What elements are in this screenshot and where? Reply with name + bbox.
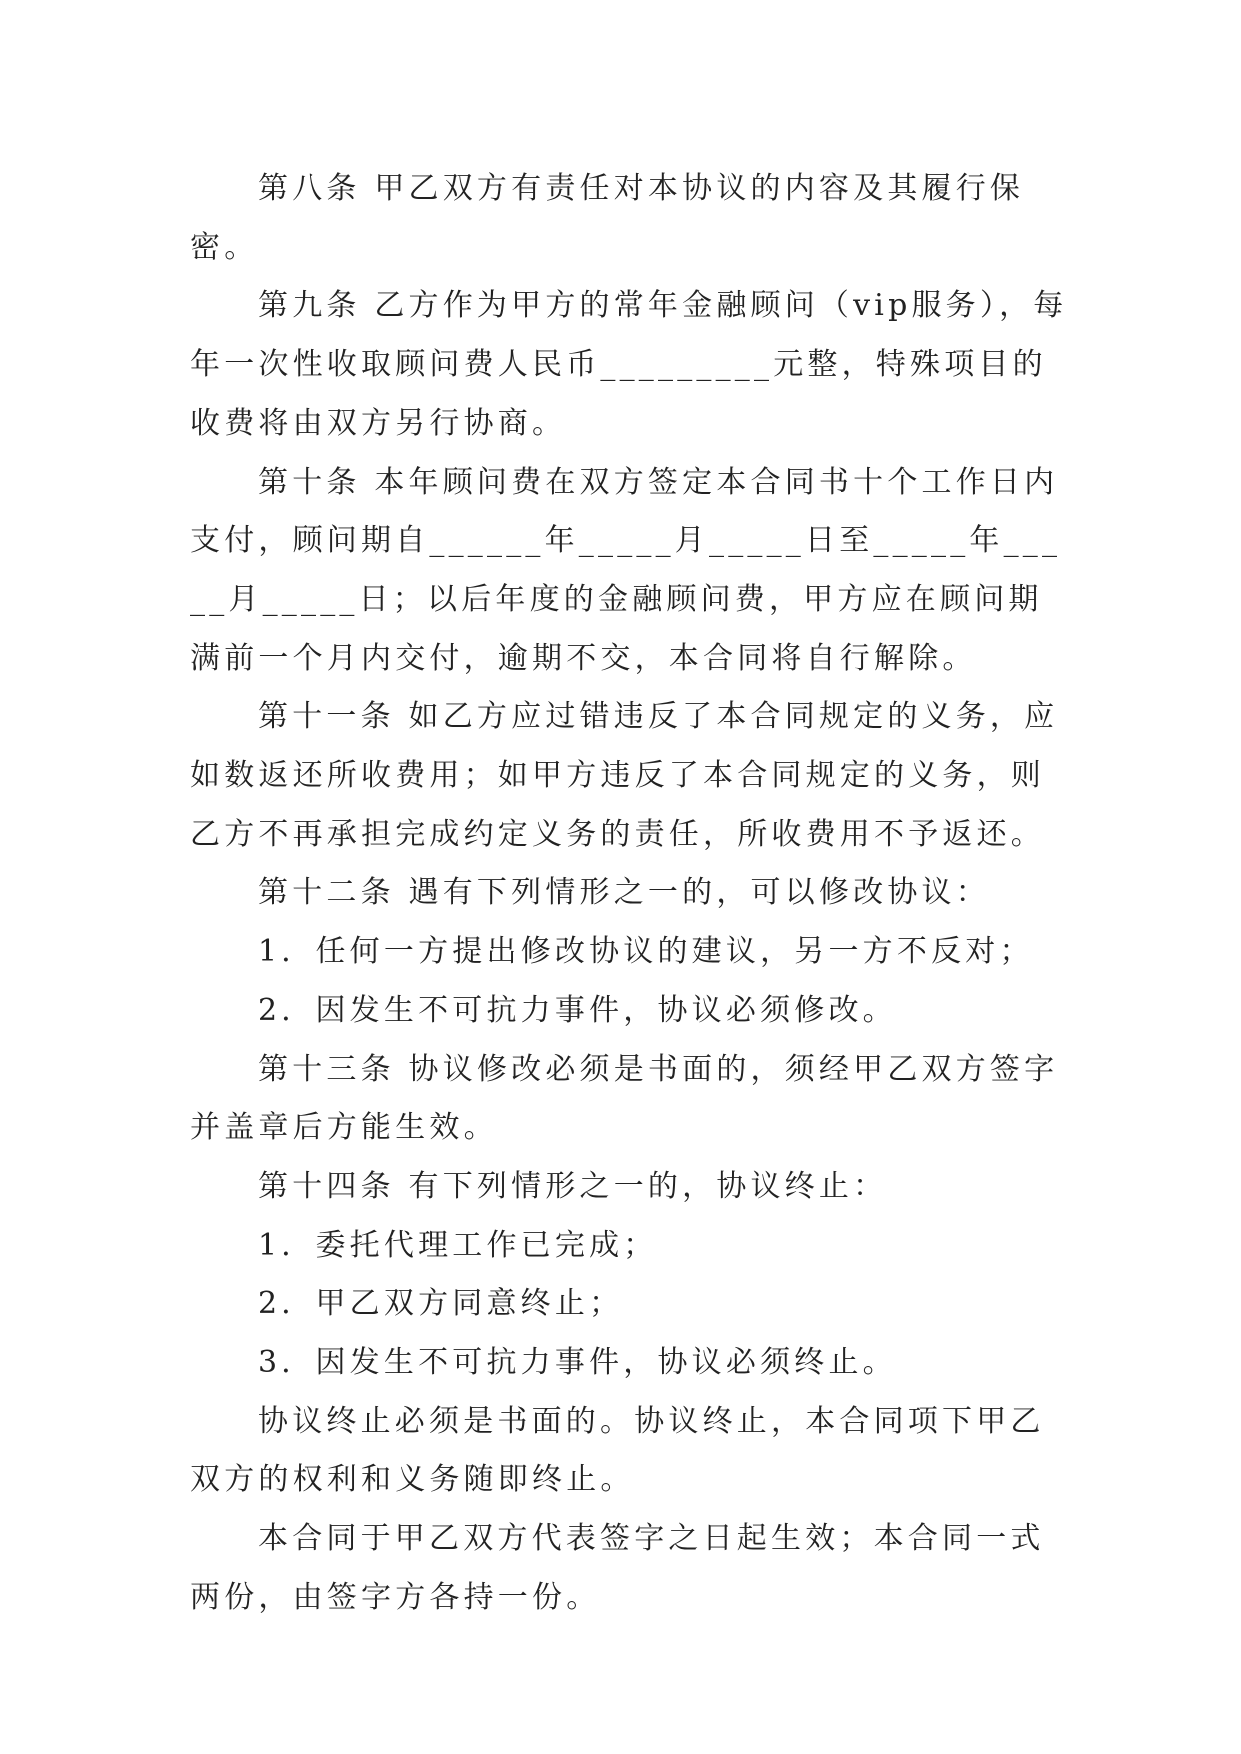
article-14-item-2: 2．甲乙双方同意终止；: [258, 1286, 624, 1322]
article-9: 第九条 乙方作为甲方的常年金融顾问（vip服务），每年一次性收取顾问费人民币_________元整，特殊项目的收费将由双方另行协商。: [190, 288, 1068, 441]
article-12-item-1: 1．任何一方提出修改协议的建议，另一方不反对；: [258, 934, 1034, 970]
contract-text: [190, 160, 1070, 1628]
effectiveness-paragraph: 本合同于甲乙双方代表签字之日起生效；本合同一式两份，由签字方各持一份。: [190, 1521, 1045, 1615]
article-10: 第十条 本年顾问费在双方签定本合同书十个工作日内支付，顾问期自______年_____月_____日至_____年_____月_____日；以后年度的金融顾问费，甲方应在顾问期满前一个月内交付，逾期不交，本合同将自行解除。: [190, 464, 1062, 676]
article-14: 第十四条 有下列情形之一的，协议终止：: [258, 1168, 888, 1204]
article-12: 第十二条 遇有下列情形之一的，可以修改协议：: [258, 875, 990, 911]
article-13: 第十三条 协议修改必须是书面的，须经甲乙双方签字并盖章后方能生效。: [190, 1051, 1059, 1146]
termination-paragraph: 协议终止必须是书面的。协议终止，本合同项下甲乙双方的权利和义务随即终止。: [190, 1403, 1045, 1498]
article-12-item-2: 2．因发生不可抗力事件，协议必须修改。: [258, 992, 897, 1028]
article-11: 第十一条 如乙方应过错违反了本合同规定的义务，应如数返还所收费用；如甲方违反了本合同规定的义务，则乙方不再承担完成约定义务的责任，所收费用不予返还。: [190, 699, 1059, 852]
article-8: 第八条 甲乙双方有责任对本协议的内容及其履行保密。: [190, 171, 1025, 265]
article-14-item-1: 1．委托代理工作已完成；: [258, 1227, 658, 1263]
article-14-item-3: 3．因发生不可抗力事件，协议必须终止。: [258, 1345, 897, 1381]
